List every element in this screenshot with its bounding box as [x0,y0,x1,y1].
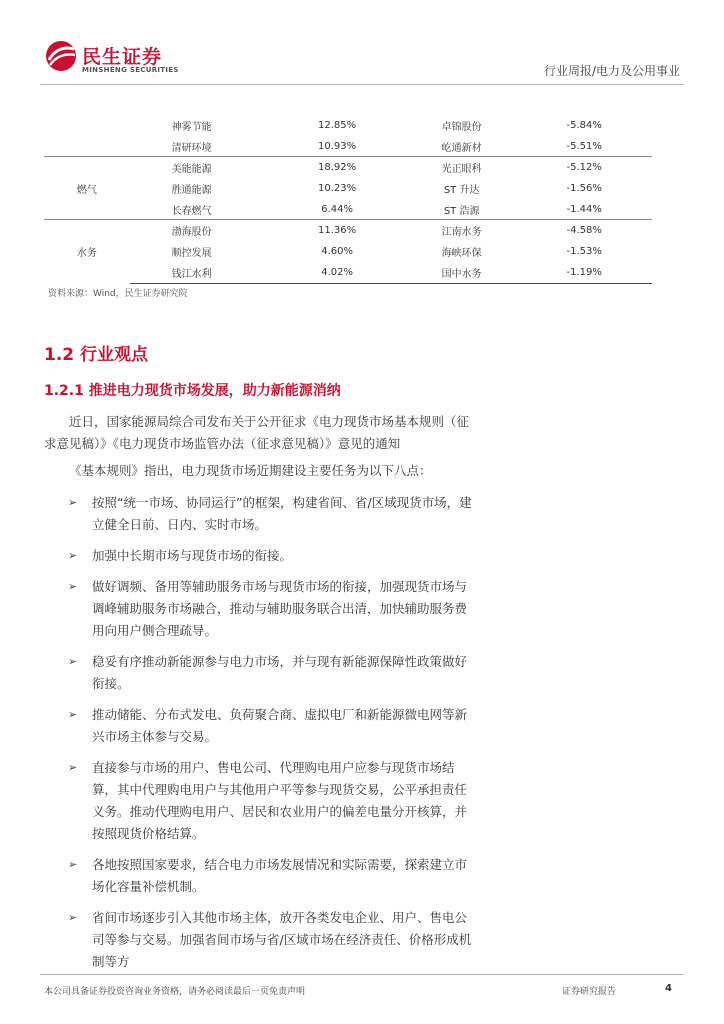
table-row [44,241,652,262]
loser-change: -5.12% [516,157,652,178]
loser-name: 江南水务 [407,220,517,241]
loser-change: -1.53% [566,245,602,257]
loser-name: 光正眼科 [407,157,517,178]
table-row [44,220,652,241]
list-item [44,757,476,845]
list-item-text: 稳妥有序推动新能源参与电力市场，并与现有新能源保障性政策做好衔接。 [92,654,468,691]
arrow-bullet-icon: ➢ [68,708,78,721]
list-item [44,854,476,898]
arrow-bullet-icon: ➢ [68,496,78,509]
gainer-name: 长春燃气 [171,205,212,217]
table-row [44,115,652,136]
minsheng-logo-icon [44,40,78,72]
loser-change: -5.84% [566,119,602,131]
gainer-change: 11.36% [267,220,406,241]
list-item [44,907,476,973]
gainer-change: 4.02% [267,262,406,283]
sector-cell [44,115,130,157]
footer-divider [40,974,684,975]
stock-movers-table [44,115,652,284]
table-row [44,136,652,157]
page-number: 4 [665,983,672,994]
list-item-text: 省间市场逐步引入其他市场主体，放开各类发电企业、用户、售电公司等参与交易。加强省间市场与省/区域市场在经济责任、价格形成机制等方 [92,910,472,969]
report-category: 行业周报/电力及公用事业 [543,64,680,78]
loser-name: ST 浩源 [443,205,480,217]
sector-cell: 水务 [44,220,130,283]
rules-paragraph: 《基本规则》指出，电力现货市场近期建设主要任务为以下八点： [69,463,432,478]
gainer-name: 顺控发展 [171,247,212,259]
loser-change: -1.19% [516,262,652,283]
list-item-text: 按照“统一市场、协同运行”的框架，构建省间、省/区域现货市场，建立健全日前、日内、实时市场。 [92,495,472,532]
header-divider [40,84,684,85]
arrow-bullet-icon: ➢ [68,858,78,871]
arrow-bullet-icon: ➢ [68,580,78,593]
loser-name: 卓锦股份 [441,121,482,133]
gainer-change: 10.23% [318,182,357,194]
loser-name: 屹通新材 [441,142,482,154]
sector-cell: 燃气 [44,157,130,220]
logo-text-en: MINSHENG SECURITIES [82,66,179,74]
table-source-note: 资料来源：Wind，民生证券研究院 [48,289,188,299]
subsection-heading: 1.2.1 推进电力现货市场发展，助力新能源消纳 [44,383,341,399]
list-item [44,651,476,695]
table-row [44,262,652,283]
loser-change: -1.44% [566,203,602,215]
list-item [44,576,476,642]
list-item [44,704,476,748]
list-item-text: 推动储能、分布式发电、负荷聚合商、虚拟电厂和新能源微电网等新兴市场主体参与交易。 [92,707,468,744]
footer-disclaimer: 本公司具备证券投资咨询业务资格，请务必阅读最后一页免责声明 [44,987,306,997]
loser-change: -5.51% [566,140,602,152]
table-row [44,199,652,220]
table-row [44,157,652,178]
gainer-change: 6.44% [321,203,353,215]
table-row [44,178,652,199]
list-item-text: 做好调频、备用等辅助服务市场与现货市场的衔接，加强现货市场与调峰辅助服务市场融合，推动与辅助服务联合出清，加快辅助服务费用向用户侧合理疏导。 [92,579,468,638]
loser-change: -1.56% [566,182,602,194]
arrow-bullet-icon: ➢ [68,911,78,924]
footer-doc-type: 证券研究报告 [562,987,617,997]
arrow-bullet-icon: ➢ [68,761,78,774]
arrow-bullet-icon: ➢ [68,655,78,668]
gainer-name: 胜通能源 [171,184,212,196]
gainer-name: 神雾节能 [171,121,212,133]
intro-paragraph: 近日，国家能源局综合司发布关于公开征求《电力现货市场基本规则（征求意见稿）》《电力现货市场监管办法（征求意见稿）》意见的通知 [44,414,470,451]
gainer-change: 4.60% [321,245,353,257]
gainer-name: 美能能源 [130,157,268,178]
gainer-change: 10.93% [318,140,357,152]
section-heading: 1.2 行业观点 [44,345,149,365]
list-item-text: 各地按照国家要求，结合电力市场发展情况和实际需要，探索建立市场化容量补偿机制。 [92,857,468,894]
gainer-change: 12.85% [318,119,357,131]
list-item-text: 直接参与市场的用户、售电公司、代理购电用户应参与现货市场结算，其中代理购电用户与其他用户平等参与现货交易，公平承担责任义务。推动代理购电用户、居民和农业用户的偏差电量分开核算，并按照现货价格结算。 [92,760,468,841]
loser-name: 国中水务 [407,262,517,283]
list-item [44,492,476,536]
loser-name: ST 升达 [443,184,480,196]
list-item-text: 加强中长期市场与现货市场的衔接。 [92,548,293,563]
loser-change: -4.58% [516,220,652,241]
list-item [44,545,476,567]
task-list [44,492,476,982]
gainer-name: 清研环境 [171,142,212,154]
company-logo [44,40,184,80]
gainer-change: 18.92% [267,157,406,178]
logo-text-cn: 民生证券 [82,46,163,68]
gainer-name: 渤海股份 [130,220,268,241]
gainer-name: 钱江水利 [130,262,268,283]
loser-name: 海峡环保 [441,247,482,259]
arrow-bullet-icon: ➢ [68,549,78,562]
